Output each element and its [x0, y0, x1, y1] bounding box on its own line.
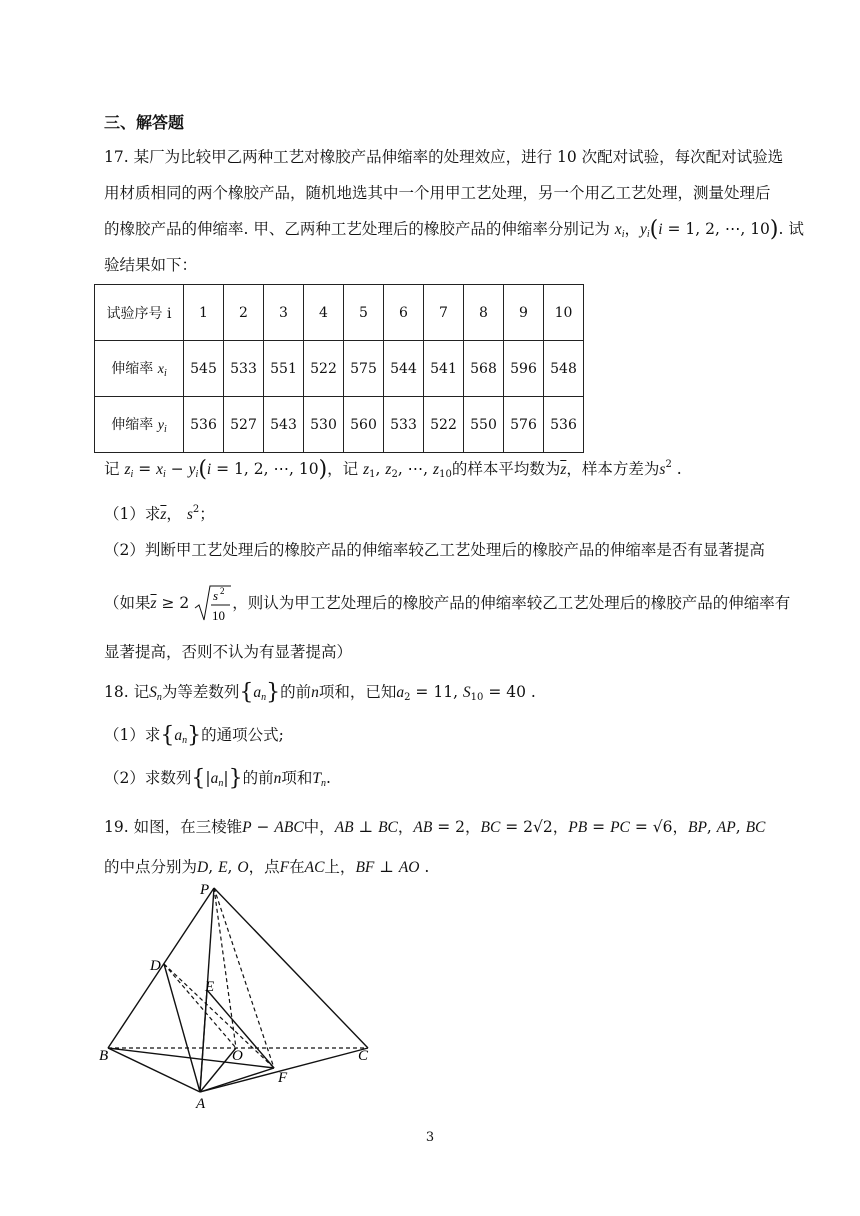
y-value-cell: 527	[224, 397, 264, 453]
label-o: O	[232, 1048, 243, 1064]
svg-text:2: 2	[220, 586, 225, 596]
x-value-cell: 533	[224, 341, 264, 397]
x-value-cell: 522	[304, 341, 344, 397]
index-cell: 6	[384, 285, 424, 341]
index-cell: 3	[264, 285, 304, 341]
x-value-cell: 568	[464, 341, 504, 397]
tetrahedron-figure	[96, 876, 386, 1112]
y-value-cell: 536	[184, 397, 224, 453]
q18-part1: （1）求$\{a_n\}$的通项公式;	[104, 723, 284, 748]
index-cell: 5	[344, 285, 384, 341]
q17-part2-condition: （如果$\overline{z} \ge 2$ s 2 10 ，则认为甲工艺处理后的橡胶产品的伸缩率较乙工艺处理后的橡胶产品的伸缩率有	[104, 586, 791, 623]
table-row	[95, 341, 584, 397]
index-cell: 2	[224, 285, 264, 341]
label-c: C	[358, 1048, 369, 1064]
q17-line3-text: 的橡胶产品的伸缩率. 甲、乙两种工艺处理后的橡胶产品的伸缩率分别记为	[104, 220, 610, 238]
x-value-cell: 551	[264, 341, 304, 397]
label-d: D	[150, 958, 161, 974]
table-row	[95, 285, 584, 341]
q17-line2: 用材质相同的两个橡胶产品，随机地选其中一个用甲工艺处理，另一个用乙工艺处理，测量处理后	[104, 184, 771, 202]
experiment-table	[94, 284, 584, 453]
y-value-cell: 550	[464, 397, 504, 453]
x-value-cell: 596	[504, 341, 544, 397]
y-value-cell: 576	[504, 397, 544, 453]
y-value-cell: 560	[344, 397, 384, 453]
x-value-cell: 545	[184, 341, 224, 397]
sqrt-fraction	[194, 584, 232, 624]
q17-part2-end: 显著提高，否则不认为有显著提高）	[104, 643, 353, 661]
y-value-cell: 543	[264, 397, 304, 453]
x-value-cell: 544	[384, 341, 424, 397]
label-e: E	[205, 979, 215, 995]
index-cell: 7	[424, 285, 464, 341]
index-cell: 8	[464, 285, 504, 341]
q17-part2: （2）判断甲工艺处理后的橡胶产品的伸缩率较乙工艺处理后的橡胶产品的伸缩率是否有显著提高	[104, 541, 765, 559]
q19-line2: 的中点分别为D, E, O，点F在AC上，BF ⊥ AO .	[104, 858, 430, 876]
x-value-cell: 548	[544, 341, 584, 397]
x-value-cell: 541	[424, 341, 464, 397]
index-cell: 10	[544, 285, 584, 341]
table-row	[95, 397, 584, 453]
index-cell: 9	[504, 285, 544, 341]
label-a: A	[196, 1096, 206, 1112]
x-value-cell: 575	[344, 341, 384, 397]
y-row-label: 伸缩率 $y_i$	[95, 397, 184, 453]
y-value-cell: 530	[304, 397, 344, 453]
svg-text:s: s	[213, 588, 219, 603]
q17-line3: 的橡胶产品的伸缩率. 甲、乙两种工艺处理后的橡胶产品的伸缩率分别记为 $x_i$，$y_i(i = 1$, 2, ⋯, 10). 试	[104, 217, 804, 242]
q17-line4: 验结果如下：	[104, 256, 198, 274]
y-value-cell: 536	[544, 397, 584, 453]
q18-part2: （2）求数列$\{|a_n|\}$的前n项和$T_n$.	[104, 766, 331, 791]
q18-line1: 18. 记$S_n$为等差数列$\{a_n\}$的前n项和，已知$a_2 = 11$, $S_{10} = 40$ .	[104, 680, 536, 705]
section-title: 三、解答题	[104, 113, 185, 132]
label-b: B	[99, 1048, 109, 1064]
page-number: 3	[425, 1130, 435, 1145]
q17-line1: 17. 某厂为比较甲乙两种工艺对橡胶产品伸缩率的处理效应，进行 10 次配对试验，每次配对试验选	[104, 148, 784, 166]
q17-definition: 记 $z_i = x_i - y_i(i = 1$, 2, ⋯, 10)，记 $z_1$, $z_2$, ⋯, $z_{10}$的样本平均数为$\overline{z}$，样本方差为$s^2$ .	[104, 457, 682, 482]
q17-part1: （1）求$\overline{z}$， $s^2$；	[104, 504, 215, 523]
label-f: F	[278, 1070, 288, 1086]
index-cell: 1	[184, 285, 224, 341]
q17-line3-end: . 试	[778, 220, 804, 238]
svg-text:10: 10	[212, 608, 226, 623]
x-row-label: 伸缩率 $x_i$	[95, 341, 184, 397]
index-cell: 4	[304, 285, 344, 341]
label-p: P	[200, 882, 210, 898]
q19-line1: 19. 如图，在三棱锥P − ABC中，AB ⊥ BC，AB = 2，BC = 2√2，PB = PC = √6，BP, AP, BC	[104, 818, 766, 836]
table-header-cell: 试验序号 i	[95, 285, 184, 341]
y-value-cell: 522	[424, 397, 464, 453]
y-value-cell: 533	[384, 397, 424, 453]
